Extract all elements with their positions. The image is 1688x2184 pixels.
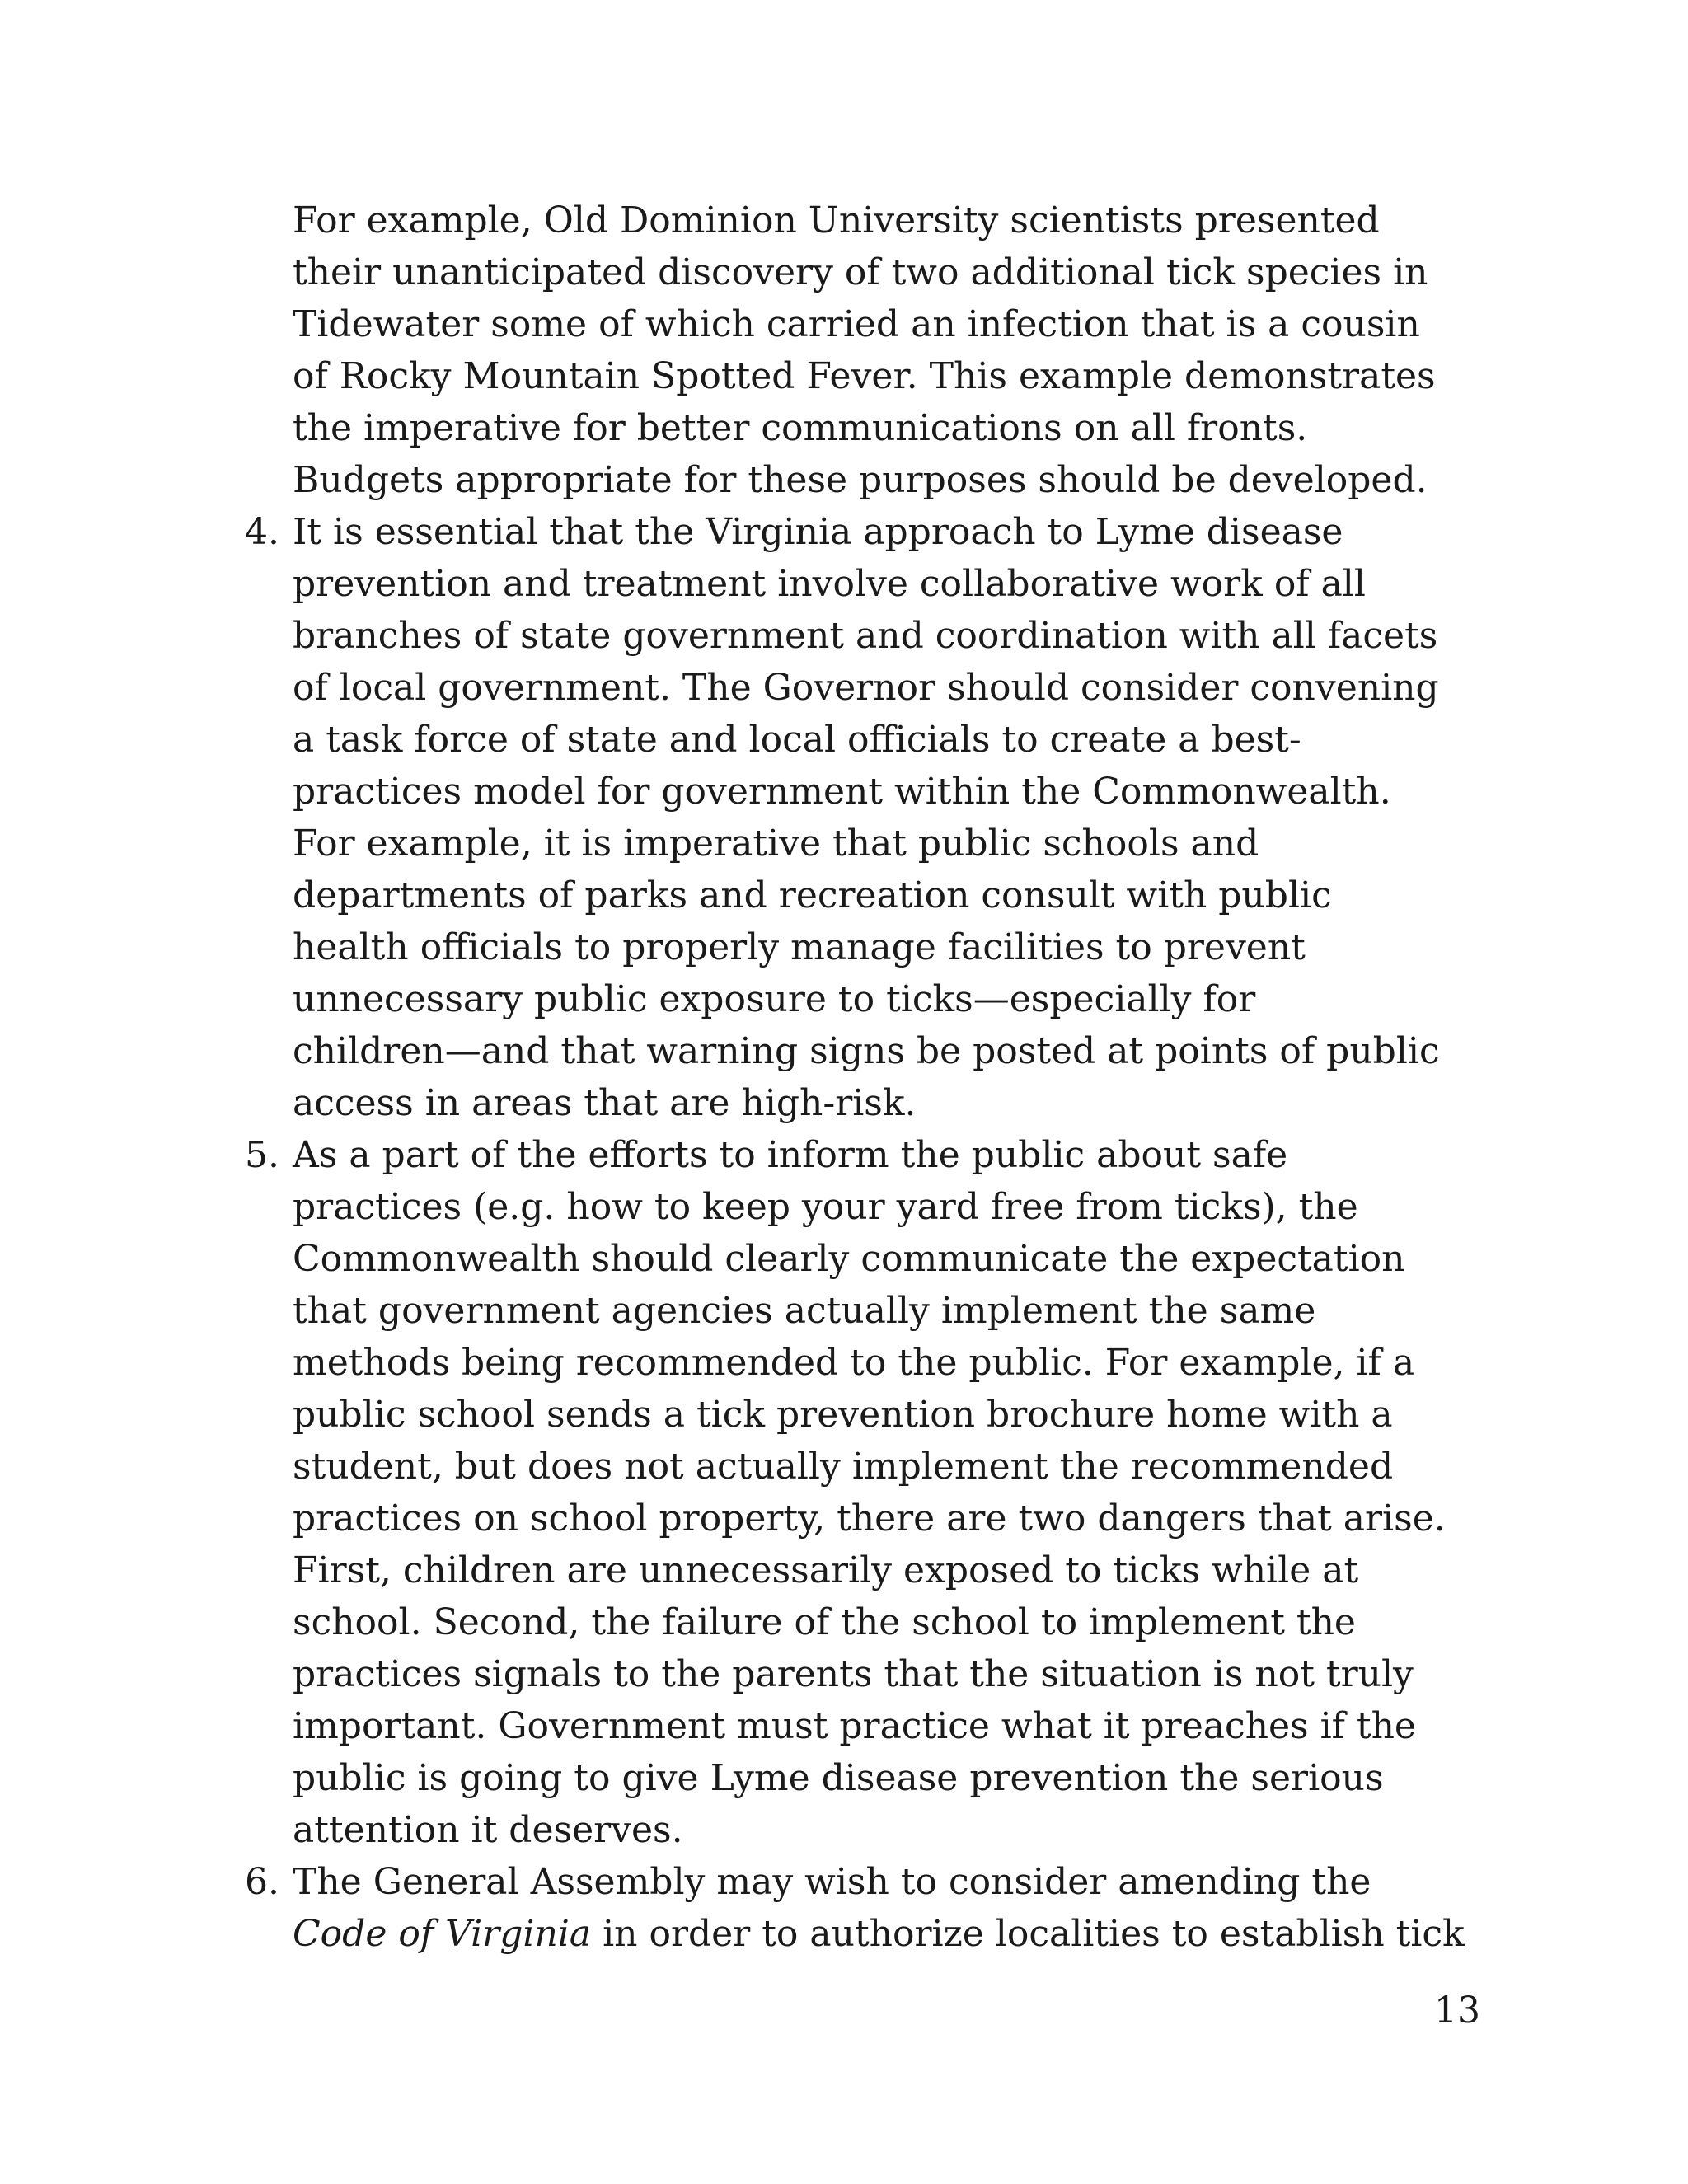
text-line: practices (e.g. how to keep your yard free from ticks), the [293,1186,1358,1228]
list-item-5 [245,1129,1479,1856]
list-item-4 [245,506,1479,1129]
text-line: that government agencies actually implement the same [293,1290,1316,1332]
text-fragment: in order to authorize localities to establish tick [591,1913,1465,1955]
text-line: practices on school property, there are two dangers that arise. [293,1497,1446,1540]
text-line: practices signals to the parents that the situation is not truly [293,1653,1414,1695]
text-line: For example, it is imperative that public schools and [293,823,1259,865]
text-line: student, but does not actually implement the recommended [293,1446,1394,1488]
body-text [245,194,1479,1960]
list-item-number: 4. [245,511,279,553]
page-number: 13 [1434,1990,1480,2032]
text-line: methods being recommended to the public. For example, if a [293,1342,1415,1384]
text-line: prevention and treatment involve collaborative work of all [293,563,1366,605]
text-line: Tidewater some of which carried an infection that is a cousin [293,303,1420,345]
text-line: For example, Old Dominion University scientists presented [293,199,1380,241]
text-line: First, children are unnecessarily exposed to ticks while at [293,1549,1359,1591]
text-line: branches of state government and coordination with all facets [293,615,1438,657]
text-line: It is essential that the Virginia approach to Lyme disease [293,511,1343,553]
text-line: unnecessary public exposure to ticks—especially for [293,978,1256,1020]
text-line: children—and that warning signs be posted at points of public [293,1030,1440,1072]
text-line: health officials to properly manage facilities to prevent [293,926,1306,968]
text-line: a task force of state and local officials to create a best- [293,719,1301,761]
text-line [293,1908,1479,1960]
text-line: their unanticipated discovery of two additional tick species in [293,251,1428,293]
text-line: of local government. The Governor should consider convening [293,667,1439,709]
text-line: The General Assembly may wish to consider amending the [293,1861,1372,1903]
text-line: Commonwealth should clearly communicate the expectation [293,1238,1405,1280]
list-item-6 [245,1856,1479,1960]
list-item-number: 5. [245,1134,279,1176]
text-line: As a part of the efforts to inform the public about safe [293,1134,1288,1176]
text-line: important. Government must practice what it preaches if the [293,1705,1416,1747]
text-line: attention it deserves. [293,1809,683,1851]
text-line: access in areas that are high-risk. [293,1082,917,1124]
list-item-number: 6. [245,1861,279,1903]
text-line: the imperative for better communications on all fronts. [293,407,1308,449]
text-line: practices model for government within the Commonwealth. [293,771,1391,813]
text-line: public school sends a tick prevention brochure home with a [293,1394,1393,1436]
italic-citation: Code of Virginia [293,1913,592,1955]
text-line: of Rocky Mountain Spotted Fever. This example demonstrates [293,355,1436,397]
text-line: departments of parks and recreation consult with public [293,874,1332,916]
continuation-paragraph [293,194,1479,506]
text-line: public is going to give Lyme disease prevention the serious [293,1757,1384,1799]
text-line: school. Second, the failure of the school to implement the [293,1601,1356,1643]
text-line: Budgets appropriate for these purposes should be developed. [293,459,1428,501]
